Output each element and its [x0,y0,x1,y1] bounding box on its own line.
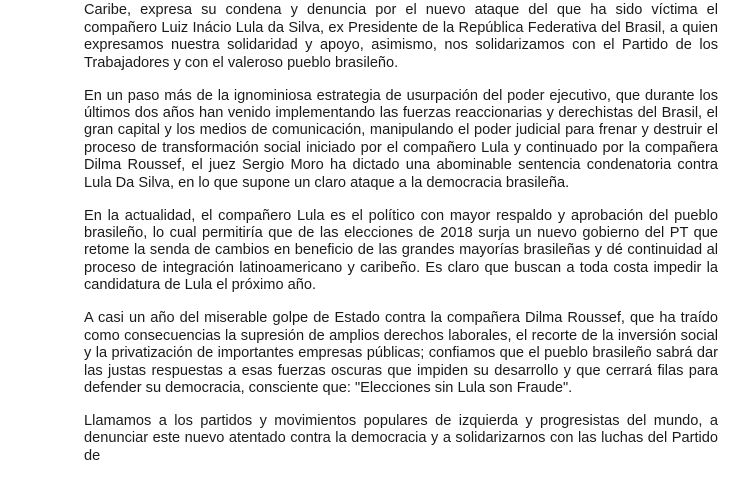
paragraph-estrategia-usurpacion: En un paso más de la ignominiosa estrategia de usurpación del poder ejecutivo, que durante los últimos dos años han venido implementando las fuerzas reaccionarias y derechistas del Brasil, el gran capital y los medios de comunicación, manipulando el poder judicial para frenar y destruir el proceso de transformación social iniciado por el compañero Lula y continuado por la compañera Dilma Roussef, el juez Sergio Moro ha dictado una abominable sentencia condenatoria contra Lula Da Silva, en lo que supone un claro ataque a la democracia brasileña. [84,87,718,191]
paragraph-actualidad-lula: En la actualidad, el compañero Lula es el político con mayor respaldo y aprobación del pueblo brasileño, lo cual permitiría que de las elecciones de 2018 surja un nuevo gobierno del PT que retome la senda de cambios en beneficio de las grandes mayorías brasileñas y dé continuidad al proceso de integración latinoamericano y caribeño. Es claro que buscan a toda costa impedir la candidatura de Lula el próximo año. [84,207,718,294]
paragraph-llamado-partidos: Llamamos a los partidos y movimientos populares de izquierda y progresistas del mundo, a denunciar este nuevo atentado contra la democracia y a solidarizarnos con las luchas del Partido de [84,412,718,464]
paragraph-golpe-estado: A casi un año del miserable golpe de Estado contra la compañera Dilma Roussef, que ha traído como consecuencias la supresión de amplios derechos laborales, el recorte de la inversión social y la privatización de importantes empresas públicas; confiamos que el pueblo brasileño sabrá dar las justas respuestas a esas fuerzas oscuras que impiden su desarrollo y que cerrará filas para defender su democracia, consciente que: "Elecciones sin Lula son Fraude". [84,310,718,396]
document-body [84,0,718,481]
paragraph-condena-lula: Caribe, expresa su condena y denuncia por el nuevo ataque del que ha sido víctima el compañero Luiz Inácio Lula da Silva, ex Presidente de la República Federativa del Brasil, a quien expresamos nuestra solidaridad y apoyo, asimismo, nos solidarizamos con el Partido de los Trabajadores y con el valeroso pueblo brasileño. [84,2,718,71]
